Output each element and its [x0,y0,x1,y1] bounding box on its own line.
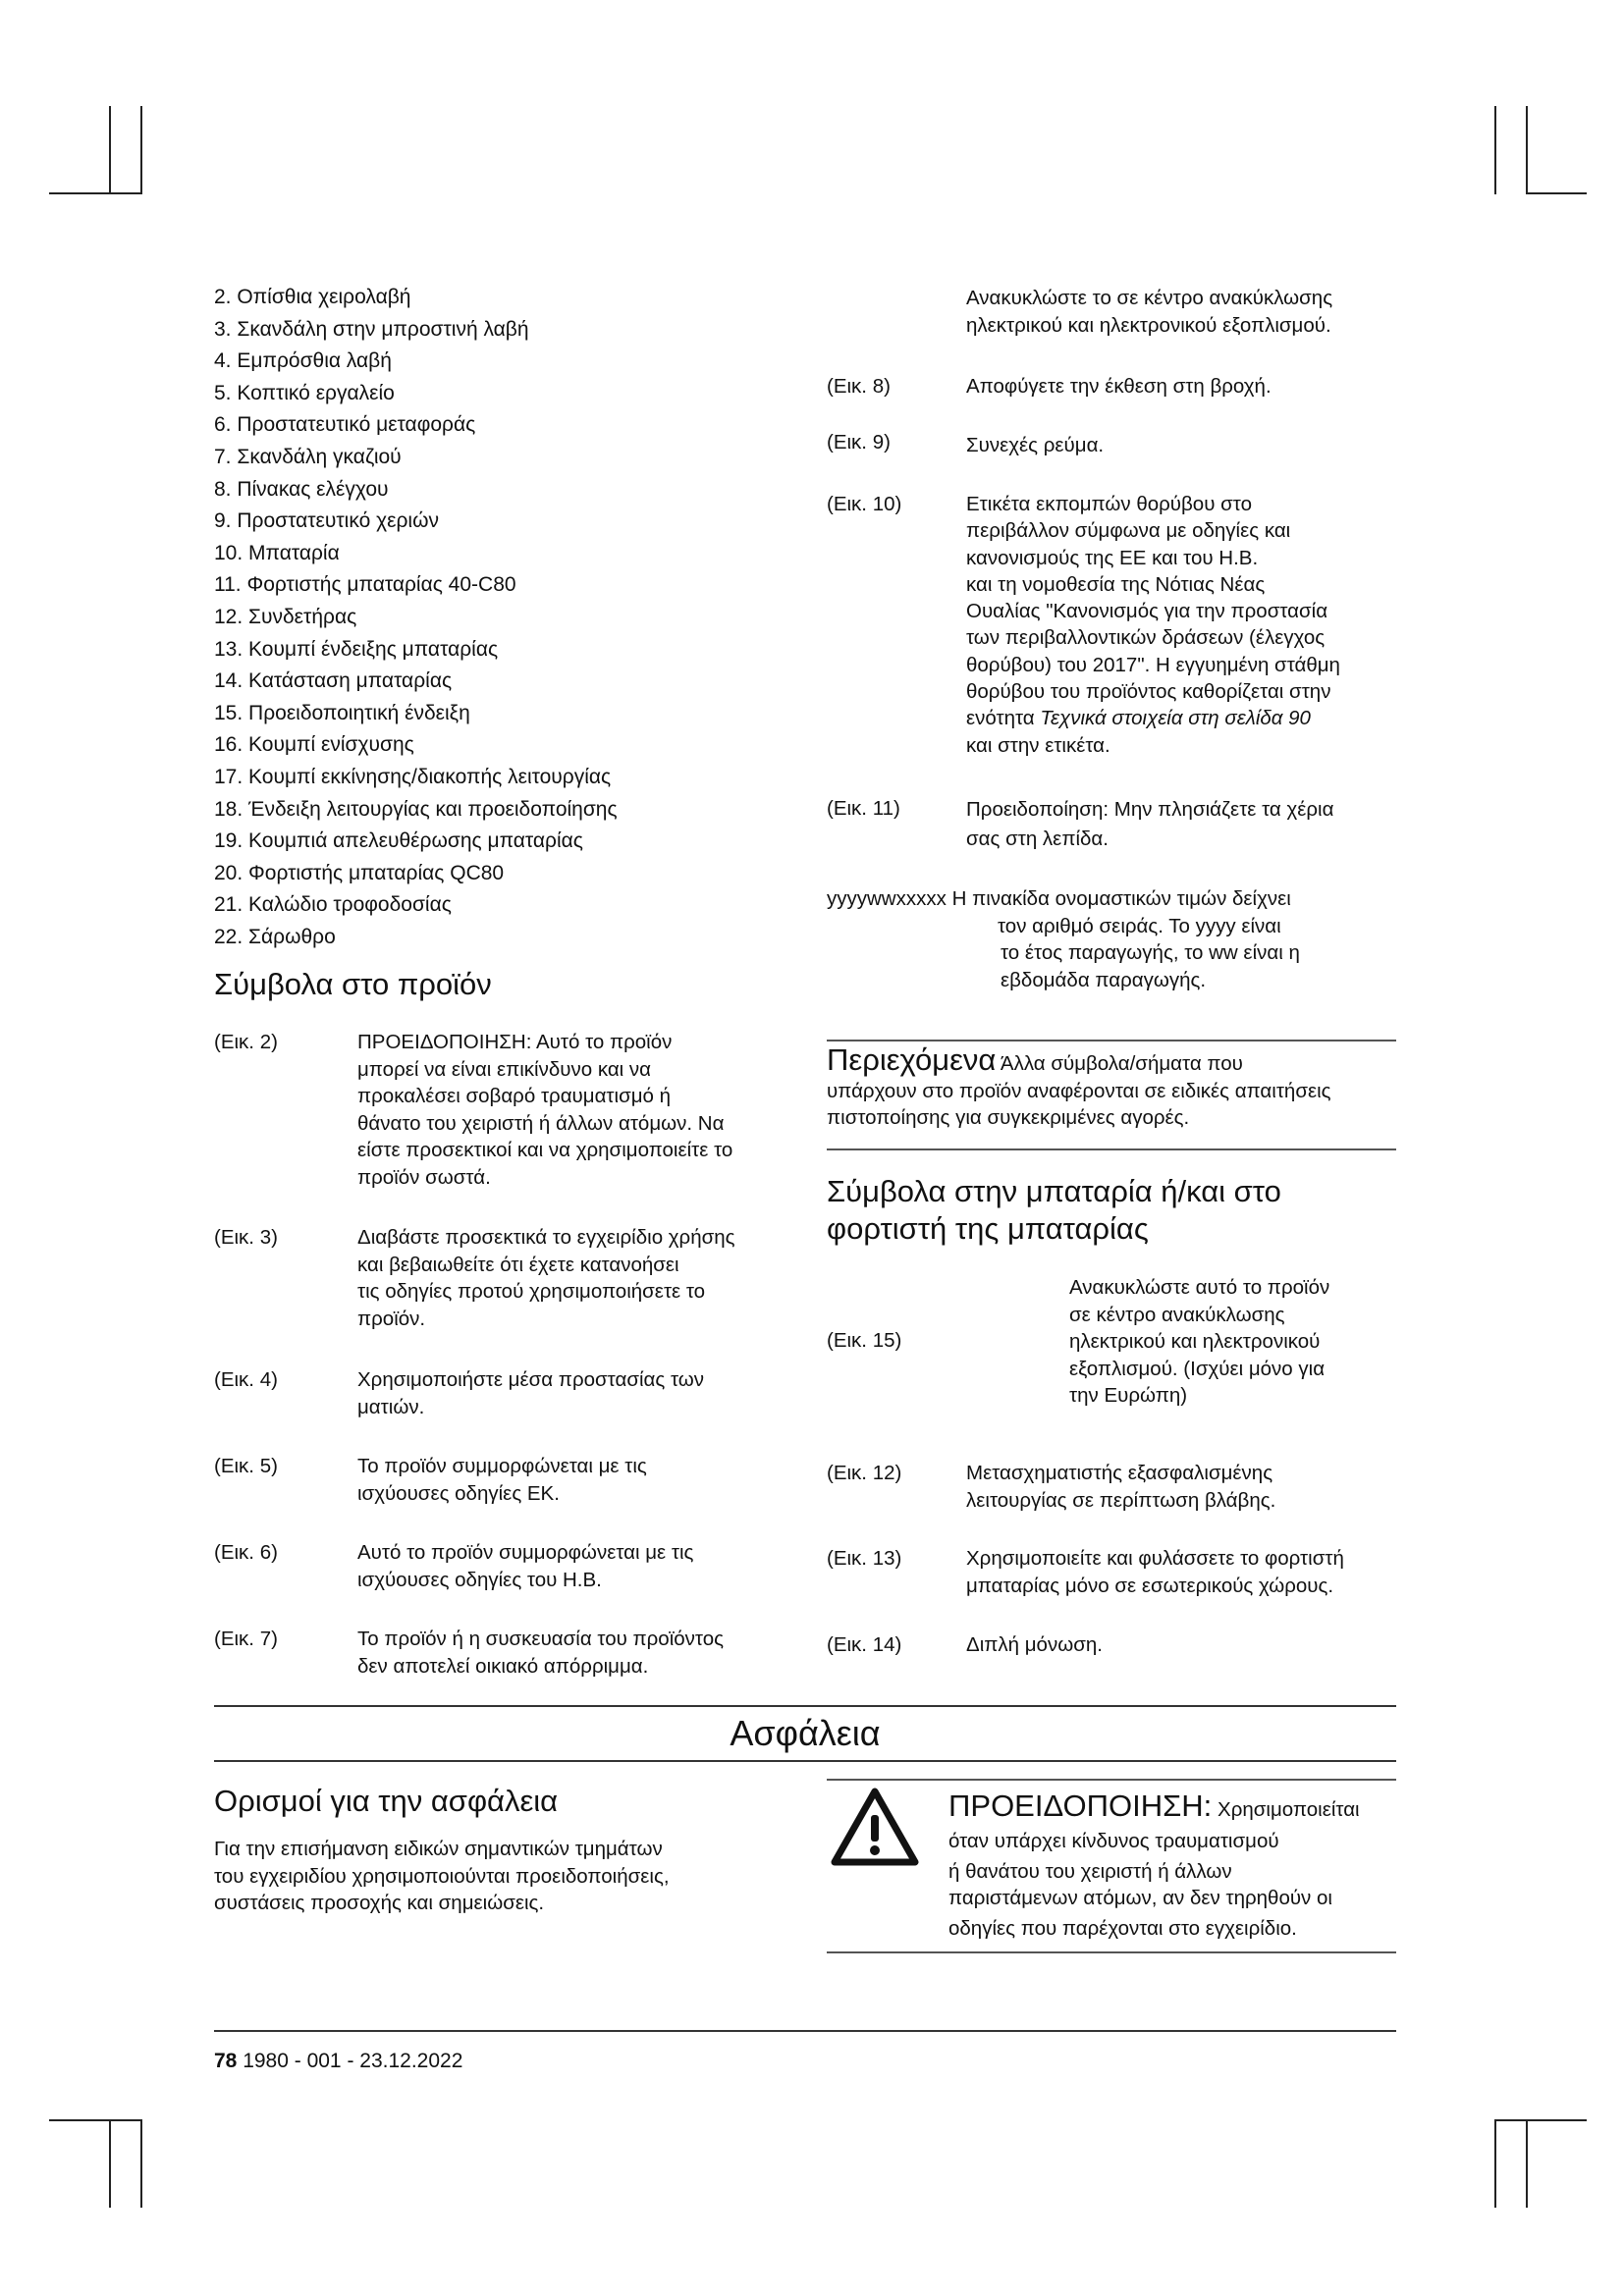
text-line: οδηγίες που παρέχονται στο εγχειρίδιο. [948,1916,1297,1940]
list-item: 9. Προστατευτικό χεριών [214,509,439,533]
symbol-text-line: ματιών. [357,1395,425,1418]
symbol-text-line: προϊόν σωστά. [357,1165,491,1189]
list-item: 2. Οπίσθια χειρολαβή [214,286,411,308]
symbol-text-line: σας στη λεπίδα. [966,828,1109,850]
text-line: υπάρχουν στο προϊόν αναφέρονται σε ειδικές απαιτήσεις [827,1079,1331,1102]
list-item: 16. Κουμπί ενίσχυσης [214,733,414,757]
list-item: 22. Σάρωθρο [214,925,336,948]
text-line: του εγχειριδίου χρησιμοποιούνται προειδοποιήσεις, [214,1864,670,1888]
list-item: 21. Καλώδιο τροφοδοσίας [214,893,452,917]
text-line: παριστάμενων ατόμων, αν δεν τηρηθούν οι [948,1887,1332,1909]
divider [827,1040,1396,1041]
list-item: 19. Κουμπιά απελευθέρωσης μπαταρίας [214,829,583,853]
text-line: όταν υπάρχει κίνδυνος τραυματισμού [948,1830,1279,1852]
symbol-text-line: ΠΡΟΕΙΔΟΠΟΙΗΣΗ: Αυτό το προϊόν [357,1031,673,1053]
figure-ref: (Εικ. 4) [214,1368,278,1391]
list-item: 17. Κουμπί εκκίνησης/διακοπής λειτουργίας [214,765,612,788]
list-item: 3. Σκανδάλη στην μπροστινή λαβή [214,317,529,341]
serial-number-note [827,885,1406,993]
symbol-text-line: Χρησιμοποιήστε μέσα προστασίας των [357,1368,705,1391]
symbol-text-line: λειτουργίας σε περίπτωση βλάβης. [966,1488,1276,1512]
symbol-text-line: Αυτό το προϊόν συμμορφώνεται με τις [357,1541,694,1564]
symbol-text-line: Μετασχηματιστής εξασφαλισμένης [966,1462,1273,1484]
list-item: 11. Φορτιστής μπαταρίας 40-C80 [214,573,516,597]
list-item: 5. Κοπτικό εργαλείο [214,381,395,404]
list-item: 8. Πίνακας ελέγχου [214,477,389,501]
page-number: 78 [214,2050,238,2072]
symbol-text-line: και στην ετικέτα. [966,733,1110,757]
page-footer [214,2048,462,2075]
symbol-text-line: ηλεκτρικού και ηλεκτρονικού [1069,1330,1321,1353]
footer-rule [214,2030,1396,2032]
document-reference: 1980 - 001 - 23.12.2022 [237,2050,463,2072]
symbol-text-line: θορύβου του προϊόντος καθορίζεται στην [966,680,1331,704]
text-line: ή θανάτου του χειριστή ή άλλων [948,1859,1232,1883]
figure-ref: (Εικ. 9) [827,431,891,454]
symbol-text-line: Ανακυκλώστε αυτό το προϊόν [1069,1276,1330,1299]
warning-definition [948,1789,1410,1942]
figure-ref: (Εικ. 5) [214,1455,278,1477]
product-symbols-heading: Σύμβολα στο προϊόν [214,967,492,1001]
symbol-text-line: σε κέντρο ανακύκλωσης [1069,1303,1285,1326]
warning-box-top-rule [827,1779,1396,1781]
recycle-continuation [966,285,1332,339]
figure-ref: (Εικ. 8) [827,375,891,398]
list-item: 18. Ένδειξη λειτουργίας και προειδοποίησης [214,797,618,821]
symbol-text-line: κανονισμούς της ΕΕ και του Η.Β. [966,546,1259,569]
text-line: ηλεκτρικού και ηλεκτρονικού εξοπλισμού. [966,313,1331,337]
text-line: Χρησιμοποιείται [1218,1798,1360,1821]
contents-title: Περιεχόμενα [827,1042,997,1077]
figure-ref: (Εικ. 2) [214,1031,278,1053]
symbol-text-line: ισχύουσες οδηγίες ΕΚ. [357,1481,560,1505]
symbol-text-line: δεν αποτελεί οικιακό απόρριμμα. [357,1654,649,1678]
list-item: 13. Κουμπί ένδειξης μπαταρίας [214,637,499,661]
page-reference-link[interactable]: Τεχνικά στοιχεία στη σελίδα 90 [1040,707,1311,730]
symbol-text-line: και τη νομοθεσία της Νότιας Νέας [966,572,1266,596]
warning-triangle-icon [831,1788,919,1866]
symbol-text-line: περιβάλλον σύμφωνα με οδηγίες και [966,519,1291,543]
list-item: 10. Μπαταρία [214,541,340,564]
safety-definitions-text [214,1836,764,1917]
symbol-text-line [966,705,1340,731]
symbol-text-line: προϊόν. [357,1307,426,1330]
symbol-text-line: την Ευρώπη) [1069,1384,1188,1407]
symbol-text-line: Το προϊόν ή η συσκευασία του προϊόντος [357,1628,725,1650]
list-item: 14. Κατάσταση μπαταρίας [214,669,453,693]
safety-section-title: Ασφάλεια [730,1713,881,1753]
section-rule-top [214,1705,1396,1707]
section-rule-bottom [214,1760,1396,1762]
symbol-text-line: Ετικέτα εκπομπών θορύβου στο [966,493,1252,515]
text-line: το έτος παραγωγής, το ww είναι η [1001,941,1300,964]
list-item: 4. Εμπρόσθια λαβή [214,349,392,373]
warning-label: ΠΡΟΕΙΔΟΠΟΙΗΣΗ: [948,1789,1213,1823]
serial-code: yyyywwxxxxx [827,887,947,910]
figure-ref: (Εικ. 12) [827,1462,902,1484]
text-line: πιστοποίησης για συγκεκριμένες αγορές. [827,1106,1190,1129]
symbol-text-line: των περιβαλλοντικών δράσεων (έλεγχος [966,626,1326,650]
figure-ref: (Εικ. 13) [827,1547,902,1570]
list-item: 15. Προειδοποιητική ένδειξη [214,701,470,724]
figure-ref: (Εικ. 14) [827,1633,902,1656]
list-item: 12. Συνδετήρας [214,605,357,628]
warning-box-bottom-rule [827,1951,1396,1953]
symbol-text-line: Προειδοποίηση: Μην πλησιάζετε τα χέρια [966,798,1334,821]
text-line: Ανακυκλώστε το σε κέντρο ανακύκλωσης [966,287,1333,309]
symbol-text-line: θάνατο του χειριστή ή άλλων ατόμων. Να [357,1111,725,1135]
figure-ref: (Εικ. 10) [827,493,902,515]
list-item: 20. Φορτιστής μπαταρίας QC80 [214,861,505,884]
text-line: Άλλα σύμβολα/σήματα που [1000,1052,1243,1075]
symbol-text-line: προκαλέσει σοβαρό τραυματισμό ή [357,1085,672,1107]
symbol-text-line: Το προϊόν συμμορφώνεται με τις [357,1455,647,1477]
symbol-text-line: Διαβάστε προσεκτικά το εγχειρίδιο χρήσης [357,1226,735,1249]
symbol-text-line: είστε προσεκτικοί και να χρησιμοποιείτε το [357,1139,733,1161]
symbol-text-line: θορύβου) του 2017". Η εγγυημένη στάθμη [966,653,1340,676]
safety-definitions-heading: Ορισμοί για την ασφάλεια [214,1784,559,1818]
symbol-text-line: μπαταρίας μόνο σε εσωτερικούς χώρους. [966,1574,1334,1597]
parts-list [214,282,618,953]
battery-symbols-heading: Σύμβολα στην μπαταρία ή/και στο φορτιστή της μπαταρίας [827,1174,1281,1246]
figure-ref: (Εικ. 3) [214,1226,278,1249]
reference-prefix: ενότητα [966,707,1041,730]
symbol-text-line: Ουαλίας "Κανονισμός για την προστασία [966,600,1328,623]
figure-ref: (Εικ. 7) [214,1628,278,1650]
text-line: συστάσεις προσοχής και σημειώσεις. [214,1892,545,1914]
symbol-text-line: Χρησιμοποιείτε και φυλάσσετε το φορτιστή [966,1547,1344,1570]
symbol-text-line: τις οδηγίες προτού χρησιμοποιήσετε το [357,1280,706,1303]
symbol-text-line: μπορεί να είναι επικίνδυνο και να [357,1057,652,1081]
list-item: 6. Προστατευτικό μεταφοράς [214,413,476,437]
text-line: εβδομάδα παραγωγής. [1001,968,1207,991]
symbol-text-line: Αποφύγετε την έκθεση στη βροχή. [966,375,1272,398]
text-line: τον αριθμό σειράς. Το yyyy είναι [998,914,1281,937]
symbol-text-line: εξοπλισμού. (Ισχύει μόνο για [1069,1357,1326,1380]
symbol-text-line: Συνεχές ρεύμα. [966,434,1105,456]
text-line: Για την επισήμανση ειδικών σημαντικών τμημάτων [214,1838,663,1860]
divider [827,1148,1396,1150]
figure-ref: (Εικ. 6) [214,1541,278,1564]
symbol-text-line: Διπλή μόνωση. [966,1633,1103,1656]
text-line: Η πινακίδα ονομαστικών τιμών δείχνει [951,887,1291,910]
list-item: 7. Σκανδάλη γκαζιού [214,445,402,468]
figure-ref: (Εικ. 11) [827,797,900,820]
symbol-text-line: και βεβαιωθείτε ότι έχετε κατανοήσει [357,1253,679,1276]
symbol-text-line: ισχύουσες οδηγίες του Η.Β. [357,1568,602,1591]
contents-note [827,1042,1406,1132]
figure-ref: (Εικ. 15) [827,1329,902,1352]
